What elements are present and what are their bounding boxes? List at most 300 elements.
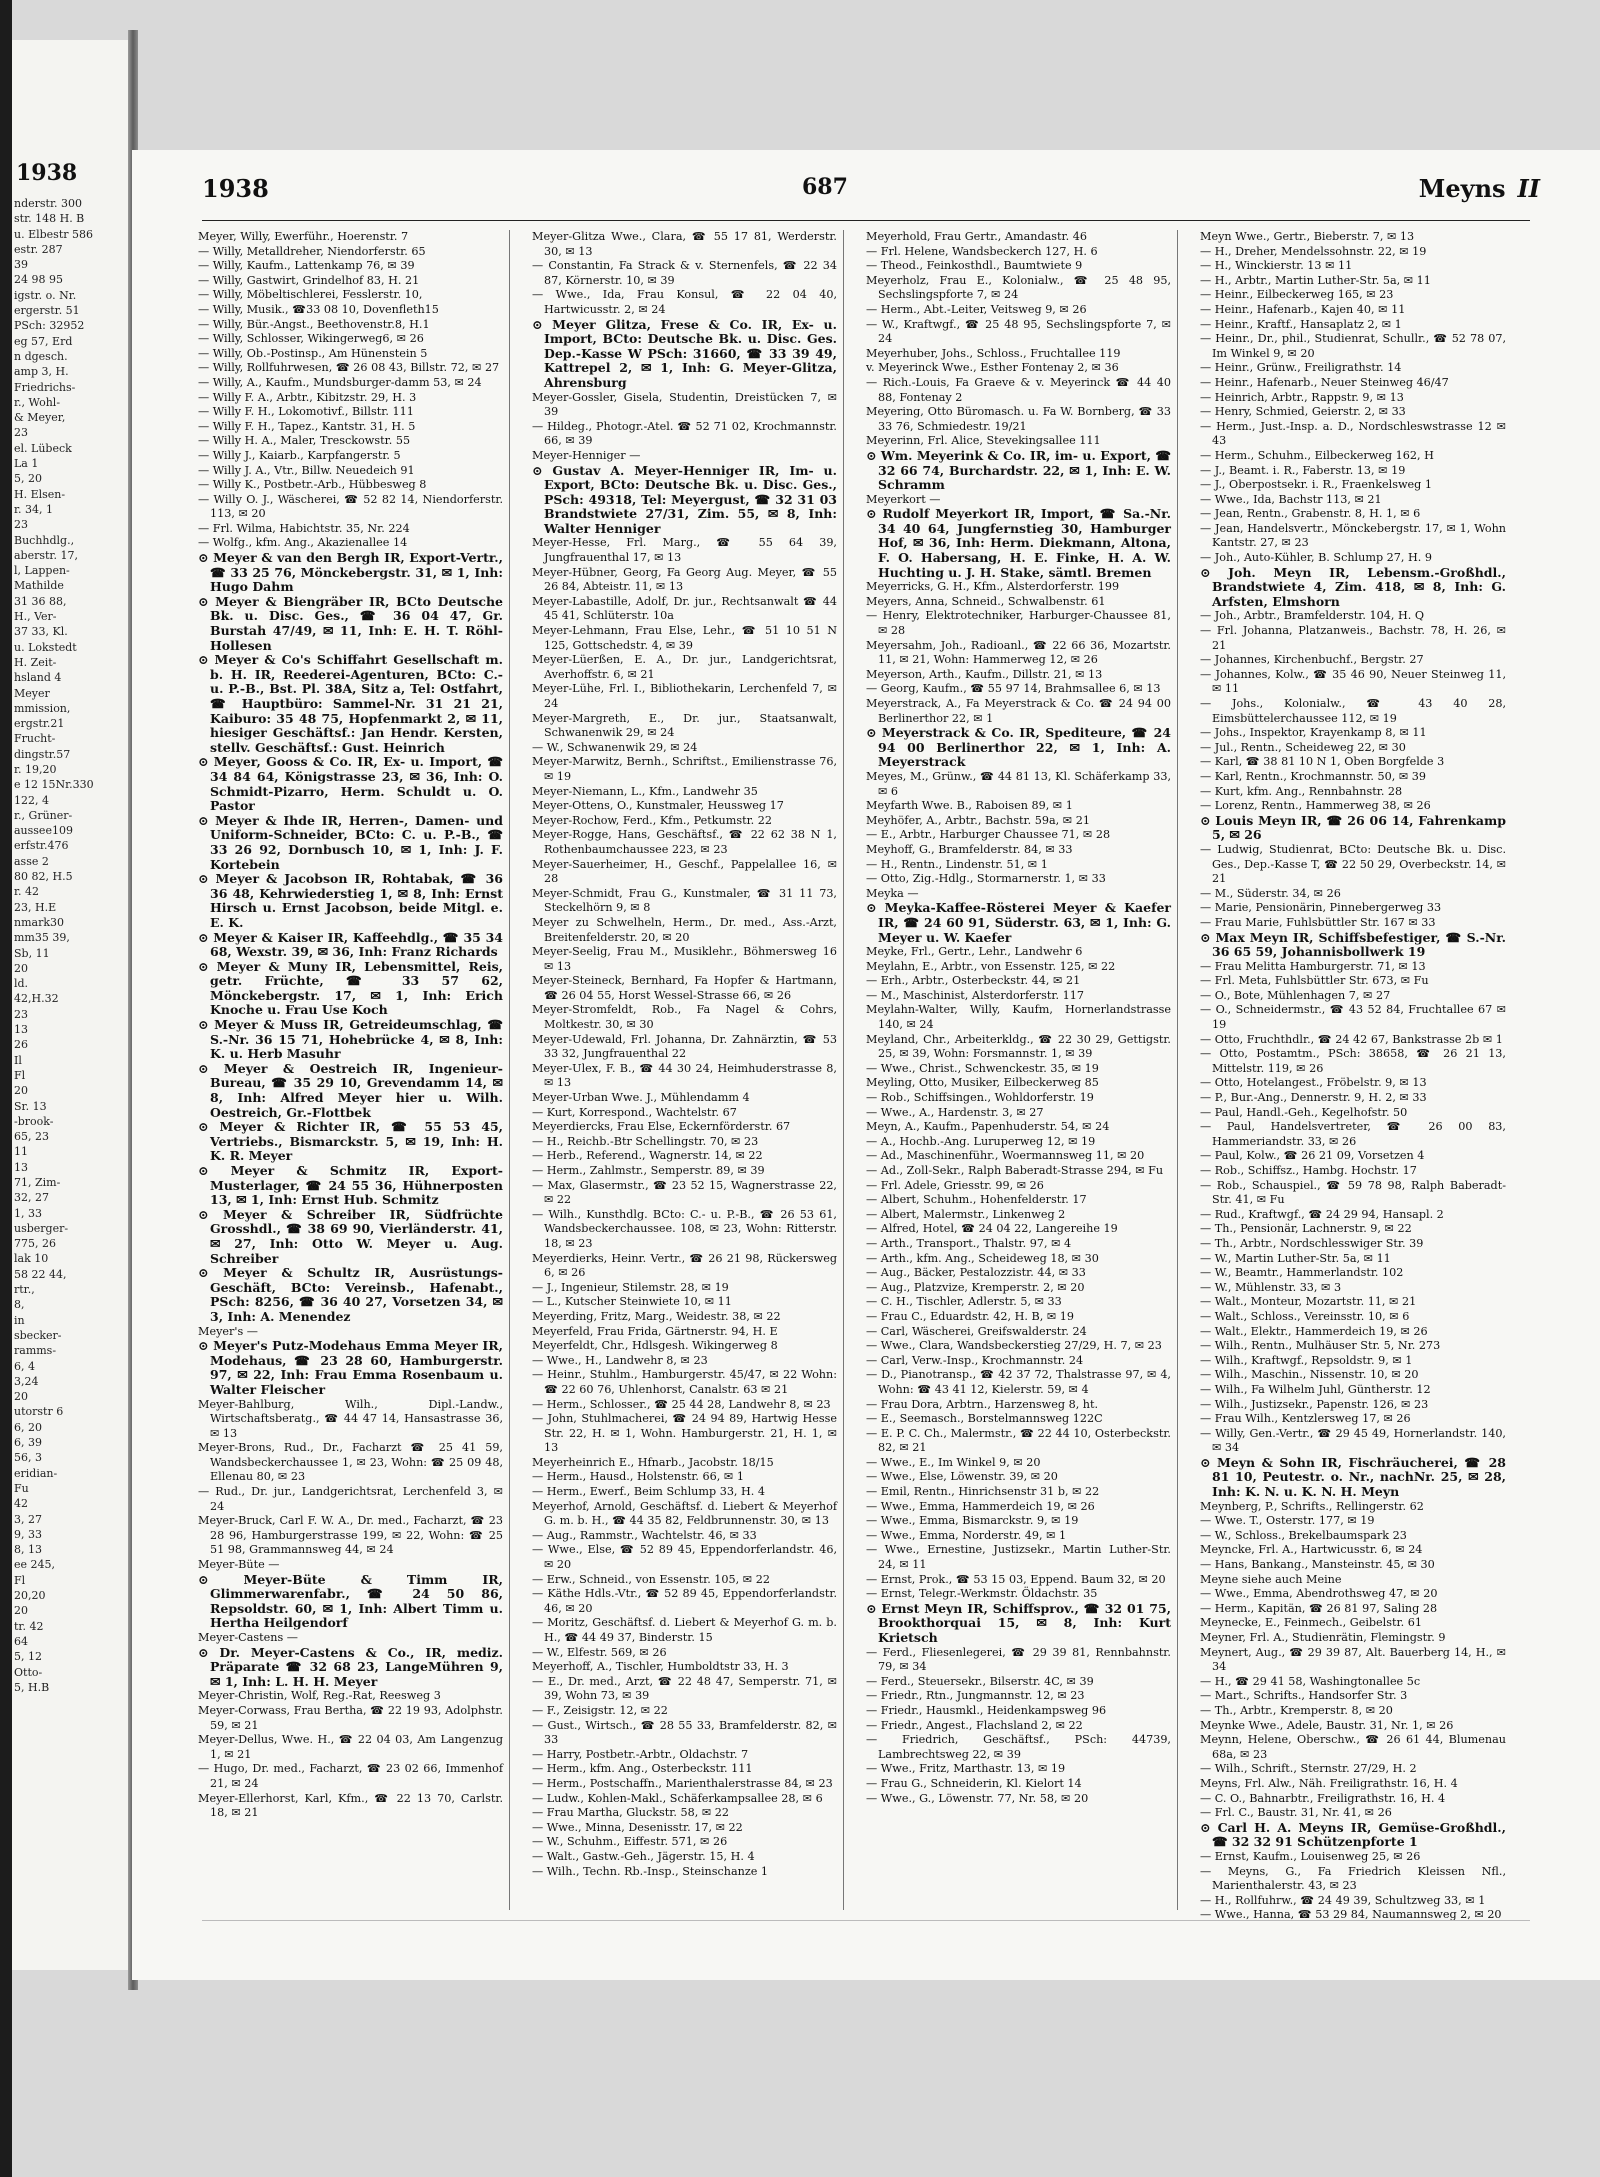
previous-page-fragment: Sb, 11 [14, 946, 50, 960]
directory-entry: — H., Winckierstr. 13 ✉ 11 [1200, 259, 1353, 273]
directory-page [132, 150, 1600, 1980]
directory-entry: Meyer-Glitza Wwe., Clara, ☎ 55 17 81, Werderstr. 30, ✉ 13 [532, 230, 837, 258]
directory-entry: — A., Hochb.-Ang. Luruperweg 12, ✉ 19 [866, 1134, 1096, 1148]
directory-entry: — Wwe., G., Löwenstr. 77, Nr. 58, ✉ 20 [866, 1791, 1089, 1805]
directory-entry: Meyhoff, G., Bramfelderstr. 84, ✉ 33 [866, 842, 1073, 856]
directory-entry: — Frl. Wilma, Habichtstr. 35, Nr. 224 [198, 521, 410, 535]
directory-entry: ⊙ Meyer & Richter IR, ☎ 55 53 45, Vertriebs., Bismarckstr. 5, ✉ 19, Inh: H. K. R. Meyer [198, 1119, 503, 1164]
directory-entry: Meylahn-Walter, Willy, Kaufm, Hornerlandstrasse 140, ✉ 24 [866, 1003, 1171, 1032]
directory-entry: Meyerdierks, Heinr. Vertr., ☎ 26 21 98, Rückersweg 6, ✉ 26 [532, 1251, 837, 1280]
previous-page-fragment: 39 [14, 258, 28, 272]
directory-entry: — Aug., Bäcker, Pestalozzistr. 44, ✉ 33 [866, 1266, 1086, 1280]
directory-entry: — Wilh., Rentn., Mulhäuser Str. 5, Nr. 273 [1200, 1339, 1441, 1353]
previous-page-fragment: 23 [14, 518, 28, 532]
previous-page-fragment: igstr. o. Nr. [14, 288, 77, 302]
column-1 [192, 230, 510, 1910]
previous-page-fragment: ld. [14, 977, 29, 991]
directory-entry: — Johs., Kolonialw., ☎ 43 40 28, Eimsbüttelerchaussee 112, ✉ 19 [1200, 697, 1506, 725]
previous-page-fragment: 9, 33 [14, 1527, 42, 1541]
directory-entry: — Hildeg., Photogr.-Atel. ☎ 52 71 02, Krochmannstr. 66, ✉ 39 [532, 419, 837, 448]
directory-entry: — Th., Arbtr., Kremperstr. 8, ✉ 20 [1200, 1703, 1393, 1717]
directory-entry: Meyer-Ottens, O., Kunstmaler, Heussweg 17 [532, 799, 784, 813]
directory-entry: — Joh., Arbtr., Bramfelderstr. 104, H. Q [1200, 609, 1424, 623]
previous-page-fragment: utorstr 6 [14, 1405, 64, 1419]
previous-page-fragment: 64 [14, 1634, 28, 1648]
directory-entry: Meyerstrack, A., Fa Meyerstrack & Co. ☎ 24 94 00 Berlinerthor 22, ✉ 1 [866, 697, 1171, 725]
previous-page-fragment: Frucht- [14, 732, 56, 746]
directory-entry: — Paul, Handl.-Geh., Kegelhofstr. 50 [1200, 1105, 1408, 1119]
directory-entry: Meyland, Chr., Arbeiterkldg., ☎ 22 30 29, Gettigstr. 25, ✉ 39, Wohn: Forsmannstr. 1, ✉ 39 [866, 1032, 1171, 1061]
previous-page-fragment: ergerstr. 51 [14, 304, 80, 318]
directory-entry: — Wwe., Christ., Schwenckestr. 35, ✉ 19 [866, 1061, 1099, 1075]
directory-entry: Meyer zu Schwelheln, Herm., Dr. med., Ass.-Arzt, Breitenfelderstr. 20, ✉ 20 [532, 915, 837, 944]
previous-page-fragment: Fu [14, 1481, 29, 1495]
directory-entry: — H., Dreher, Mendelssohnstr. 22, ✉ 19 [1200, 244, 1427, 258]
directory-entry: — Ludwig, Studienrat, BCto: Deutsche Bk. u. Disc. Ges., Dep.-Kasse T, ☎ 22 50 29, Overbeckstr. 14, ✉ 21 [1200, 842, 1506, 886]
directory-entry: — E., Arbtr., Harburger Chaussee 71, ✉ 28 [866, 828, 1111, 842]
directory-entry: Meyner, Frl. A., Studienrätin, Flemingstr. 9 [1200, 1631, 1446, 1644]
directory-entry: — M., Maschinist, Alsterdorferstr. 117 [866, 988, 1084, 1002]
directory-entry: Meyerhof, Arnold, Geschäftsf. d. Liebert & Meyerhof G. m. b. H., ☎ 44 35 82, Feldbrunnenstr. 30, ✉ 13 [532, 1499, 837, 1528]
previous-page-fragment: 3, 27 [14, 1512, 42, 1526]
directory-entry: — Wwe., Ida, Frau Konsul, ☎ 22 04 40, Hartwicusstr. 2, ✉ 24 [532, 288, 837, 316]
directory-entry: Meyer-Udewald, Frl. Johanna, Dr. Zahnärztin, ☎ 53 33 32, Jungfrauenthal 22 [532, 1032, 837, 1061]
directory-entry: — Johannes, Kirchenbuchf., Bergstr. 27 [1200, 653, 1424, 667]
directory-entry: — Herm., kfm. Ang., Osterbeckstr. 111 [532, 1762, 753, 1776]
directory-entry: — J., Ingenieur, Stilemstr. 28, ✉ 19 [532, 1280, 729, 1294]
directory-entry: — Rob., Schiffsz., Hambg. Hochstr. 17 [1200, 1164, 1417, 1177]
previous-page-fragment: l, Lappen- [14, 564, 70, 578]
previous-page-year: 1938 [16, 160, 78, 186]
directory-entry: ⊙ Meyn & Sohn IR, Fischräucherei, ☎ 28 81 10, Peutestr. o. Nr., nachNr. 25, ✉ 28, Inh: K. N. u. K. N. H. Meyn [1200, 1454, 1506, 1500]
directory-entry: — Aug., Rammstr., Wachtelstr. 46, ✉ 33 [532, 1528, 757, 1542]
directory-entry: ⊙ Meyerstrack & Co. IR, Spediteure, ☎ 24 94 00 Berlinerthor 22, ✉ 1, Inh: A. Meyerstrack [866, 725, 1171, 770]
previous-page-fragment: 6, 20 [14, 1420, 42, 1434]
previous-page-fragment: 20 [14, 1604, 28, 1618]
directory-entry: — Willy J. A., Vtr., Billw. Neuedeich 91 [198, 463, 415, 477]
directory-entry: — C. O., Bahnarbtr., Freiligrathstr. 16, H. 4 [1200, 1791, 1446, 1805]
directory-entry: — Hans, Bankang., Mansteinstr. 45, ✉ 30 [1200, 1558, 1435, 1572]
directory-entry: — Willy, Metalldreher, Niendorferstr. 65 [198, 244, 426, 258]
directory-entry: Meyerricks, G. H., Kfm., Alsterdorferstr. 199 [866, 580, 1120, 594]
directory-entry: Meyhöfer, A., Arbtr., Bachstr. 59a, ✉ 21 [866, 813, 1090, 827]
directory-entry: — Rob., Schiffsingen., Wohldorferstr. 19 [866, 1091, 1094, 1105]
directory-entry: — Ad., Maschinenführ., Woermannsweg 11, ✉ 20 [866, 1149, 1145, 1163]
previous-page-fragments [12, 196, 130, 1695]
column-4 [1194, 230, 1512, 1922]
directory-entry: ⊙ Meyer & Jacobson IR, Rohtabak, ☎ 36 36 48, Kehrwiederstieg 1, ✉ 8, Inh: Ernst Hirsch u. Ernst Jacobson, beide Mitgl. e. E. K. [198, 871, 503, 930]
previous-page-fragment: 42 [14, 1497, 28, 1511]
directory-entry: — Max, Glasermstr., ☎ 23 52 15, Wagnerstrasse 22, ✉ 22 [532, 1178, 837, 1207]
previous-page-fragment: eridian- [14, 1466, 58, 1480]
directory-entry: — H., ☎ 29 41 58, Washingtonallee 5c [1200, 1674, 1421, 1688]
previous-page-fragment: hsland 4 [14, 671, 62, 685]
directory-entry: — Meyns, G., Fa Friedrich Kleissen Nfl., Marienthalerstr. 43, ✉ 23 [1200, 1864, 1506, 1893]
directory-entry: — Erh., Arbtr., Osterbeckstr. 44, ✉ 21 [866, 974, 1081, 988]
directory-entry: — Wilh., Kunsthdlg. BCto: C.- u. P.-B., ☎ 26 53 61, Wandsbeckerchaussee. 108, ✉ 23, Wohn: Ritterstr. 18, ✉ 23 [532, 1207, 837, 1250]
header-name-range [1419, 174, 1540, 203]
directory-entry: Meyns, Frl. Alw., Näh. Freiligrathstr. 16, H. 4 [1200, 1776, 1458, 1790]
directory-entry: — Walt., Monteur, Mozartstr. 11, ✉ 21 [1200, 1295, 1417, 1309]
directory-entry: ⊙ Ernst Meyn IR, Schiffsprov., ☎ 32 01 75, Brookthorquai 15, ✉ 8, Inh: Kurt Krietsch [866, 1600, 1171, 1645]
directory-entry: ⊙ Meyer & Muss IR, Getreideumschlag, ☎ S.-Nr. 36 15 71, Hohebrücke 4, ✉ 8, Inh: K. u. Herb Masuhr [198, 1017, 503, 1062]
previous-page-fragment: -brook- [14, 1114, 54, 1128]
directory-entry: Meyer-Steineck, Bernhard, Fa Hopfer & Hartmann, ☎ 26 04 55, Horst Wessel-Strasse 66, ✉ 26 [532, 974, 837, 1002]
directory-entry: — Arth., kfm. Ang., Scheideweg 18, ✉ 30 [866, 1251, 1099, 1265]
directory-entry: — Emil, Rentn., Hinrichsenstr 31 b, ✉ 22 [866, 1485, 1100, 1499]
previous-page-fragment: Otto- [14, 1665, 43, 1679]
previous-page-fragment: r. 34, 1 [14, 502, 54, 516]
directory-entry: — Ernst, Telegr.-Werkmstr. Öldachstr. 35 [866, 1587, 1098, 1601]
directory-entry: — Herm., Schuhm., Eilbeckerweg 162, H [1200, 448, 1434, 462]
directory-entry: Meyer-Stromfeldt, Rob., Fa Nagel & Cohrs, Moltkestr. 30, ✉ 30 [532, 1003, 837, 1032]
directory-entry: — Wwe., Clara, Wandsbeckerstieg 27/29, H. 7, ✉ 23 [866, 1339, 1162, 1353]
directory-entry: Meyer-Hübner, Georg, Fa Georg Aug. Meyer, ☎ 55 26 84, Abteistr. 11, ✉ 13 [532, 565, 837, 594]
directory-entry: Meyer-Labastille, Adolf, Dr. jur., Rechtsanwalt ☎ 44 45 41, Schlüterstr. 10a [532, 594, 837, 623]
directory-entry: Meynke Wwe., Adele, Baustr. 31, Nr. 1, ✉ 26 [1200, 1718, 1454, 1732]
previous-page-fragment: H., Ver- [14, 610, 57, 624]
previous-page-fragment: nmark30 [14, 915, 64, 929]
previous-page-fragment: 24 98 95 [14, 273, 63, 287]
directory-entry: — Heinr., Stuhlm., Hamburgerstr. 45/47, ✉ 22 Wohn: ☎ 22 60 76, Uhlenhorst, Canalstr. 63 ✉ 21 [532, 1368, 837, 1396]
directory-entry: Meyer, Willy, Ewerführ., Hoerenstr. 7 [198, 230, 409, 243]
previous-page-fragment: 5, H.B [14, 1680, 50, 1694]
previous-page-fragment: in [14, 1313, 25, 1327]
directory-entry: — Constantin, Fa Strack & v. Sternenfels, ☎ 22 34 87, Körnerstr. 10, ✉ 39 [532, 259, 837, 287]
directory-entry: — Willy, Gastwirt, Grindelhof 83, H. 21 [198, 273, 420, 287]
directory-entry: — H., Reichb.-Btr Schellingstr. 70, ✉ 23 [532, 1134, 759, 1148]
directory-entry: Meynecke, E., Feinmech., Geibelstr. 61 [1200, 1616, 1422, 1630]
directory-entry: — Heinr., Dr., phil., Studienrat, Schullr., ☎ 52 78 07, Im Winkel 9, ✉ 20 [1200, 332, 1506, 360]
directory-entry: — F., Zeisigstr. 12, ✉ 22 [532, 1703, 668, 1717]
previous-page-fragment: 11 [14, 1145, 28, 1159]
directory-entry: Meyer-Hesse, Frl. Marg., ☎ 55 64 39, Jungfrauenthal 17, ✉ 13 [532, 536, 837, 565]
column-3 [860, 230, 1178, 1910]
directory-entry: ⊙ Gustav A. Meyer-Henniger IR, Im- u. Export, BCto: Deutsche Bk. u. Disc. Ges., PSch: 49318, Tel: Meyergust, ☎ 32 31 03 Brandstwiete 27/31, Zim. 55, ✉ 8, Inh: Walter Henniger [532, 462, 837, 536]
directory-entry: ⊙ Meyer & Muny IR, Lebensmittel, Reis, getr. Früchte, ☎ 33 57 62, Mönckebergstr. 17, ✉ 1, Inh: Erich Knoche u. Frau Use Koch [198, 958, 503, 1018]
directory-entry: — J., Beamt. i. R., Faberstr. 13, ✉ 19 [1200, 463, 1406, 477]
directory-entry: — E., Seemasch., Borstelmannsweg 122C [866, 1412, 1103, 1426]
previous-page-fragment: 65, 23 [14, 1130, 49, 1144]
previous-page-fragment: erfstr.476 [14, 839, 69, 853]
previous-page-fragment: Fl [14, 1068, 26, 1082]
book-gutter [0, 0, 12, 2177]
previous-page-fragment: 775, 26 [14, 1237, 56, 1251]
previous-page-fragment: Buchhdlg., [14, 533, 75, 547]
directory-entry: Meyer-Lüerßen, E. A., Dr. jur., Landgerichtsrat, Averhoffstr. 6, ✉ 21 [532, 653, 837, 681]
directory-entry: — Ferd., Steuersekr., Bilserstr. 4C, ✉ 39 [866, 1674, 1094, 1688]
directory-entry: Meyke, Frl., Gertr., Lehr., Landwehr 6 [866, 945, 1083, 959]
directory-entry: Meyerhuber, Johs., Schloss., Fruchtallee 119 [866, 346, 1121, 360]
previous-page-fragment: usberger- [14, 1221, 69, 1235]
directory-entry: — Wwe., Ida, Bachstr 113, ✉ 21 [1200, 492, 1382, 506]
directory-entry: — Willy F. H., Tapez., Kantstr. 31, H. 5 [198, 419, 416, 433]
directory-entry: Meyer-Christin, Wolf, Reg.-Rat, Reesweg 3 [198, 1689, 441, 1703]
previous-page-fragment: 71, Zim- [14, 1176, 61, 1189]
previous-page-fragment: 13 [14, 1023, 28, 1037]
directory-entry: — W., Schloss., Brekelbaumspark 23 [1200, 1528, 1407, 1542]
header-page-number: 687 [802, 174, 848, 200]
directory-entry: Meyer-Dellus, Wwe. H., ☎ 22 04 03, Am Langenzug 1, ✉ 21 [198, 1733, 503, 1761]
previous-page-fragment: rtr., [14, 1283, 35, 1297]
directory-entry: — Moritz, Geschäftsf. d. Liebert & Meyerhof G. m. b. H., ☎ 44 49 37, Binderstr. 15 [532, 1616, 837, 1644]
previous-page-fragment: Il [14, 1053, 22, 1067]
previous-page-fragment: nderstr. 300 [14, 197, 82, 210]
previous-page-fragment: lak 10 [14, 1252, 49, 1266]
previous-page-fragment: mmission, [14, 701, 71, 715]
directory-entry: Meyerson, Arth., Kaufm., Dillstr. 21, ✉ 13 [866, 667, 1103, 681]
directory-entry: — Rud., Dr. jur., Landgerichtsrat, Lerchenfeld 3, ✉ 24 [198, 1485, 503, 1513]
directory-entry: ⊙ Meyer's Putz-Modehaus Emma Meyer IR, Modehaus, ☎ 23 28 60, Hamburgerstr. 97, ✉ 22, Inh: Frau Emma Rosenbaum u. Walter Fleischer [198, 1338, 503, 1397]
previous-page-fragment: ramms- [14, 1344, 57, 1358]
directory-entry: — Ferd., Fliesenlegerei, ☎ 29 39 81, Rennbahnstr. 79, ✉ 34 [866, 1645, 1171, 1674]
previous-page-fragment: 58 22 44, [14, 1267, 67, 1281]
previous-page-fragment: 13 [14, 1160, 28, 1174]
previous-page-fragment: Meyer [14, 686, 50, 700]
directory-entry: — Herm., Ewerf., Beim Schlump 33, H. 4 [532, 1485, 766, 1499]
directory-entry: — Wilh., Fa Wilhelm Juhl, Güntherstr. 12 [1200, 1382, 1431, 1396]
directory-entry: — Wwe., Emma, Hammerdeich 19, ✉ 26 [866, 1499, 1095, 1513]
previous-page-fragment: 122, 4 [14, 793, 49, 807]
directory-entry: Meyer-Brons, Rud., Dr., Facharzt ☎ 25 41 59, Wandsbeckerchaussee 1, ✉ 23, Wohn: ☎ 25 09 48, Ellenau 80, ✉ 23 [198, 1441, 503, 1484]
footer-rule [202, 1920, 1530, 1921]
directory-entry: Meyes, M., Grünw., ☎ 44 81 13, Kl. Schäferkamp 33, ✉ 6 [866, 769, 1171, 798]
directory-entry: — Frau Melitta Hamburgerstr. 71, ✉ 13 [1200, 959, 1426, 973]
directory-entry: — Wwe., Else, ☎ 52 89 45, Eppendorferlandstr. 46, ✉ 20 [532, 1543, 837, 1572]
directory-entry: — Herb., Referend., Wagnerstr. 14, ✉ 22 [532, 1149, 763, 1163]
directory-entry: ⊙ Joh. Meyn IR, Lebensm.-Großhdl., Brandstwiete 4, Zim. 418, ✉ 8, Inh: G. Arfsten, Elmshorn [1200, 564, 1506, 609]
previous-page-fragment: u. Lokstedt [14, 640, 77, 654]
directory-entry: — Ernst, Prok., ☎ 53 15 03, Eppend. Baum 32, ✉ 20 [866, 1572, 1166, 1586]
directory-entry: — W., Martin Luther-Str. 5a, ✉ 11 [1200, 1251, 1391, 1265]
directory-entry: — Frau Martha, Gluckstr. 58, ✉ 22 [532, 1806, 729, 1820]
directory-entry: Meyerheinrich E., Hfnarb., Jacobstr. 18/15 [532, 1455, 774, 1469]
directory-entry: Meyer-Urban Wwe. J., Mühlendamm 4 [532, 1091, 750, 1105]
directory-entry: Meynn, Helene, Oberschw., ☎ 26 61 44, Blumenau 68a, ✉ 23 [1200, 1733, 1506, 1761]
previous-page-fragment: mm35 39, [14, 931, 70, 945]
directory-entry: — Mart., Schrifts., Handsorfer Str. 3 [1200, 1689, 1408, 1703]
directory-entry: Meylahn, E., Arbtr., von Essenstr. 125, ✉ 22 [866, 959, 1116, 973]
directory-entry: Meyer-Seelig, Frau M., Musiklehr., Böhmersweg 16 ✉ 13 [532, 945, 837, 973]
directory-entry: — Ludw., Kohlen-Makl., Schäferkampsallee 28, ✉ 6 [532, 1791, 823, 1805]
directory-entry: Meyerhoff, A., Tischler, Humboldtstr 33, H. 3 [532, 1660, 789, 1674]
directory-entry: Meyerkort — [866, 492, 941, 506]
directory-entry: Meyer-Rogge, Hans, Geschäftsf., ☎ 22 62 38 N 1, Rothenbaumchaussee 223, ✉ 23 [532, 828, 837, 856]
directory-entry: — Friedrich, Geschäftsf., PSch: 44739, Lambrechtsweg 22, ✉ 39 [866, 1733, 1171, 1761]
directory-entry: ⊙ Carl H. A. Meyns IR, Gemüse-Großhdl., ☎ 32 32 91 Schützenpforte 1 [1200, 1819, 1506, 1850]
directory-entry: — Herm., Just.-Insp. a. D., Nordschleswstrasse 12 ✉ 43 [1200, 419, 1506, 448]
directory-entry: — Theod., Feinkosthdl., Baumtwiete 9 [866, 259, 1083, 273]
directory-entry: — Herm., Schlosser., ☎ 25 44 28, Landwehr 8, ✉ 23 [532, 1397, 831, 1411]
previous-page-fragment: H. Zeit- [14, 655, 57, 669]
previous-page-fragment: ergstr.21 [14, 717, 65, 731]
directory-entry: — Willy, Musik., ☎33 08 10, Dovenfleth15 [198, 302, 439, 316]
directory-entry: — Frl. Adele, Griesstr. 99, ✉ 26 [866, 1178, 1044, 1192]
directory-entry: Meyerhold, Frau Gertr., Amandastr. 46 [866, 230, 1087, 243]
previous-page-fragment: 80 82, H.5 [14, 870, 73, 884]
previous-page-fragment: 20,20 [14, 1589, 46, 1603]
directory-entry: — H., Rollfuhrw., ☎ 24 49 39, Schultzweg 33, ✉ 1 [1200, 1893, 1486, 1907]
directory-entry: Meyer-Henniger — [532, 448, 641, 462]
previous-page-fragment: 8, [14, 1298, 25, 1312]
previous-page-fragment: Fl [14, 1573, 26, 1587]
directory-entry: ⊙ Meyer & van den Bergh IR, Export-Vertr., ☎ 33 25 76, Mönckebergstr. 31, ✉ 1, Inh: Hugo Dahm [198, 550, 503, 595]
directory-entry: — Albert, Schuhm., Hohenfelderstr. 17 [866, 1193, 1087, 1207]
directory-entry: Meyer-Margreth, E., Dr. jur., Staatsanwalt, Schwanenwik 29, ✉ 24 [532, 711, 837, 740]
directory-entry: — Friedr., Rtn., Jungmannstr. 12, ✉ 23 [866, 1689, 1085, 1703]
directory-entry: — Frl. Johanna, Platzanweis., Bachstr. 78, H. 26, ✉ 21 [1200, 624, 1506, 652]
directory-entry: — Frau Wilh., Kentzlersweg 17, ✉ 26 [1200, 1412, 1411, 1426]
directory-entry: ⊙ Rudolf Meyerkort IR, Import, ☎ Sa.-Nr. 34 40 64, Jungfernstieg 30, Hamburger Hof, ✉ 36, Inh: Herm. Diekmann, Altona, F. O. Habersang, H. E. Finke, H. A. W. Huchting u. J. H. Stake, sämtl. Bremen [866, 506, 1171, 580]
previous-page-fragment: Sr. 13 [14, 1099, 47, 1113]
directory-entry: — Kurt, kfm. Ang., Rennbahnstr. 28 [1200, 784, 1403, 798]
directory-entry: Meyer-Ellerhorst, Karl, Kfm., ☎ 22 13 70, Carlstr. 18, ✉ 21 [198, 1791, 503, 1820]
directory-entry: Meyling, Otto, Musiker, Eilbeckerweg 85 [866, 1076, 1099, 1090]
directory-entry: — Friedr., Hausmkl., Heidenkampsweg 96 [866, 1703, 1107, 1717]
directory-entry: v. Meyerinck Wwe., Esther Fontenay 2, ✉ 36 [866, 361, 1119, 375]
directory-entry: — Paul, Kolw., ☎ 26 21 09, Vorsetzen 4 [1200, 1149, 1425, 1163]
directory-entry: — Alfred, Hotel, ☎ 24 04 22, Langereihe 19 [866, 1222, 1118, 1236]
previous-page-fragment: 8, 13 [14, 1543, 42, 1557]
directory-entry: Meyer-Corwass, Frau Bertha, ☎ 22 19 93, Adolphstr. 59, ✉ 21 [198, 1703, 503, 1732]
previous-page-fragment: 32, 27 [14, 1191, 49, 1205]
previous-page-fragment: 3,24 [14, 1374, 39, 1388]
directory-entry: — Wwe., Fritz, Marthastr. 13, ✉ 19 [866, 1762, 1066, 1776]
directory-entry: Meyer-Niemann, L., Kfm., Landwehr 35 [532, 784, 758, 798]
directory-entry: — Heinr., Grünw., Freiligrathstr. 14 [1200, 361, 1402, 375]
directory-entry: — Kurt, Korrespond., Wachtelstr. 67 [532, 1105, 737, 1119]
directory-entry: — Wilh., Schrift., Sternstr. 27/29, H. 2 [1200, 1762, 1417, 1776]
directory-entry: — W., Beamtr., Hammerlandstr. 102 [1200, 1266, 1404, 1280]
previous-page-fragment: 6, 4 [14, 1359, 35, 1373]
previous-page-fragment: ee 245, [14, 1558, 56, 1572]
directory-entry: Meyer-Ulex, F. B., ☎ 44 30 24, Heimhuderstrasse 8, ✉ 13 [532, 1061, 837, 1090]
directory-entry: — Albert, Malermstr., Linkenweg 2 [866, 1207, 1066, 1221]
directory-entry: — Erw., Schneid., von Essenstr. 105, ✉ 22 [532, 1572, 770, 1586]
directory-entry: Meynberg, P., Schrifts., Rellingerstr. 62 [1200, 1499, 1424, 1513]
directory-entry: Meyersahm, Joh., Radioanl., ☎ 22 66 36, Mozartstr. 11, ✉ 21, Wohn: Hammerweg 12, ✉ 26 [866, 638, 1171, 667]
directory-entry: Meyer-Rochow, Ferd., Kfm., Petkumstr. 22 [532, 813, 773, 827]
directory-entry: — Jean, Handelsvertr., Mönckebergstr. 17, ✉ 1, Wohn Kantstr. 27, ✉ 23 [1200, 521, 1506, 550]
directory-entry: — Heinr., Kraftf., Hansaplatz 2, ✉ 1 [1200, 317, 1402, 331]
previous-page-fragment: dingstr.57 [14, 747, 71, 761]
directory-entry: — M., Süderstr. 34, ✉ 26 [1200, 886, 1341, 900]
directory-entry: Meyer-Marwitz, Bernh., Schriftst., Emilienstrasse 76, ✉ 19 [532, 755, 837, 783]
previous-page-fragment: asse 2 [14, 854, 49, 868]
directory-entry: — C. H., Tischler, Adlerstr. 5, ✉ 33 [866, 1295, 1062, 1309]
directory-entry: — Walt., Schloss., Vereinsstr. 10, ✉ 6 [1200, 1309, 1410, 1323]
directory-entry: — W., Schwanenwik 29, ✉ 24 [532, 740, 698, 754]
directory-entry: — E. P. C. Ch., Malermstr., ☎ 22 44 10, Osterbeckstr. 82, ✉ 21 [866, 1426, 1171, 1455]
directory-entry: ⊙ Louis Meyn IR, ☎ 26 06 14, Fahrenkamp 5, ✉ 26 [1200, 812, 1506, 843]
directory-entry: — John, Stuhlmacherei, ☎ 24 94 89, Hartwig Hesse Str. 22, H. ✉ 1, Wohn. Hamburgerstr. 21, H. 1, ✉ 13 [532, 1412, 837, 1455]
directory-entry: — Georg, Kaufm., ☎ 55 97 14, Brahmsallee 6, ✉ 13 [866, 682, 1161, 696]
directory-entry: — Willy, Schlosser, Wikingerweg6, ✉ 26 [198, 332, 424, 346]
directory-entry: Meyerfeld, Frau Frida, Gärtnerstr. 94, H. E [532, 1324, 778, 1338]
directory-entry: — Willy, Möbeltischlerei, Fesslerstr. 10, [198, 288, 423, 302]
previous-page-fragment: eg 57, Erd [14, 334, 73, 348]
directory-entry: — Carl, Wäscherei, Greifswalderstr. 24 [866, 1324, 1087, 1338]
directory-columns [192, 230, 1522, 1922]
directory-entry: Meyer-Büte — [198, 1558, 280, 1572]
directory-entry: — D., Pianotransp., ☎ 42 37 72, Thalstrasse 97, ✉ 4, Wohn: ☎ 43 41 12, Kielerstr. 59, ✉ 4 [866, 1368, 1171, 1396]
directory-entry: Meyne siehe auch Meine [1200, 1572, 1342, 1586]
directory-entry: — Rud., Kraftwgf., ☎ 24 29 94, Hansapl. 2 [1200, 1207, 1444, 1221]
directory-entry: — Willy, Ob.-Postinsp., Am Hünenstein 5 [198, 346, 428, 360]
directory-entry: ⊙ Meyer & Kaiser IR, Kaffeehdlg., ☎ 35 34 68, Wexstr. 39, ✉ 36, Inh: Franz Richards [198, 929, 503, 960]
directory-entry: — Frl. Helene, Wandsbeckerch 127, H. 6 [866, 244, 1098, 258]
previous-page-fragment: r. 42 [14, 885, 40, 899]
previous-page-fragment: 56, 3 [14, 1451, 42, 1465]
directory-entry: — Otto, Fruchthdlr., ☎ 24 42 67, Bankstrasse 2b ✉ 1 [1200, 1032, 1503, 1046]
directory-entry: Meyfarth Wwe. B., Raboisen 89, ✉ 1 [866, 799, 1073, 813]
directory-entry: — L., Kutscher Steinwiete 10, ✉ 11 [532, 1295, 732, 1309]
directory-entry: — Käthe Hdls.-Vtr., ☎ 52 89 45, Eppendorferlandstr. 46, ✉ 20 [532, 1587, 837, 1615]
directory-entry: — Karl, Rentn., Krochmannstr. 50, ✉ 39 [1200, 769, 1427, 783]
column-2 [526, 230, 844, 1910]
previous-page-fragment: r., Grüner- [14, 808, 73, 822]
directory-entry: — Wwe., Minna, Desenisstr. 17, ✉ 22 [532, 1820, 743, 1834]
directory-entry: ⊙ Meyer & Schultz IR, Ausrüstungs-Geschäft, BCto: Vereinsb., Hafenabt., PSch: 8256, ☎ 36 40 27, Vorsetzen 34, ✉ 3, Inh: A. Menendez [198, 1265, 503, 1324]
previous-page-fragment: 26 [14, 1038, 28, 1052]
directory-entry: — Frl. C., Baustr. 31, Nr. 41, ✉ 26 [1200, 1806, 1392, 1820]
previous-page-fragment: 5, 12 [14, 1650, 42, 1664]
directory-entry: — Wwe. T., Osterstr. 177, ✉ 19 [1200, 1514, 1375, 1528]
directory-entry: — O., Bote, Mühlenhagen 7, ✉ 27 [1200, 988, 1391, 1002]
directory-entry: Meyering, Otto Büromasch. u. Fa W. Bornberg, ☎ 33 33 76, Schmiedestr. 19/21 [866, 405, 1171, 433]
previous-page-fragment: u. Elbestr 586 [14, 227, 93, 241]
directory-entry: — P., Bur.-Ang., Dennerstr. 9, H. 2, ✉ 33 [1200, 1091, 1427, 1105]
directory-entry: — Frl. Meta, Fuhlsbüttler Str. 673, ✉ Fu [1200, 974, 1429, 988]
previous-page-fragment: r., Wohl- [14, 395, 61, 409]
directory-entry: — Wilh., Kraftwgf., Repsoldstr. 9, ✉ 1 [1200, 1353, 1413, 1367]
previous-page-fragment: Mathilde [14, 579, 64, 593]
directory-entry: ⊙ Meyer, Gooss & Co. IR, Ex- u. Import, ☎ 34 84 64, Königstrasse 23, ✉ 36, Inh: O. Schmidt-Pizarro, Herm. Schuldt u. O. Pastor [198, 754, 503, 814]
directory-entry: — Willy, Bür.-Angst., Beethovenstr.8, H.1 [198, 317, 430, 331]
previous-page-fragment: sbecker- [14, 1328, 62, 1342]
directory-entry: — Wilh., Maschin., Nissenstr. 10, ✉ 20 [1200, 1368, 1419, 1382]
directory-entry: — Rob., Schauspiel., ☎ 59 78 98, Ralph Baberadt-Str. 41, ✉ Fu [1200, 1178, 1506, 1207]
directory-entry: — Arth., Transport., Thalstr. 97, ✉ 4 [866, 1236, 1072, 1250]
directory-entry: — Willy O. J., Wäscherei, ☎ 52 82 14, Niendorferstr. 113, ✉ 20 [198, 492, 503, 521]
previous-page-fragment: PSch: 32952 [14, 319, 85, 333]
directory-entry: — Herm., Hausd., Holstenstr. 66, ✉ 1 [532, 1470, 744, 1484]
directory-entry: — Herm., Abt.-Leiter, Veitsweg 9, ✉ 26 [866, 302, 1087, 316]
directory-entry: — Paul, Handelsvertreter, ☎ 26 00 83, Hammeriandstr. 33, ✉ 26 [1200, 1120, 1506, 1148]
directory-entry: — Johannes, Kolw., ☎ 35 46 90, Neuer Steinweg 11, ✉ 11 [1200, 667, 1506, 696]
header-range-name: Meyns [1418, 174, 1506, 203]
directory-entry: — Wilh., Techn. Rb.-Insp., Steinschanze 1 [532, 1864, 769, 1878]
previous-page-fragment: aberstr. 17, [14, 548, 78, 562]
directory-entry: Meyer-Bahlburg, Wilh., Dipl.-Landw., Wirtschaftsberatg., ☎ 44 47 14, Hansastrasse 36, ✉ 13 [198, 1397, 503, 1440]
previous-page-fragment: 23 [14, 426, 28, 440]
directory-entry: Meyn Wwe., Gertr., Bieberstr. 7, ✉ 13 [1200, 230, 1415, 243]
directory-entry: — Willy, A., Kaufm., Mundsburger-damm 53, ✉ 24 [198, 375, 482, 389]
directory-entry: — Willy F. A., Arbtr., Kibitzstr. 29, H. 3 [198, 390, 417, 404]
directory-entry: Meyer-Lehmann, Frau Else, Lehr., ☎ 51 10 51 N 125, Gottschedstr. 4, ✉ 39 [532, 624, 837, 652]
directory-entry: — Wwe., E., Im Winkel 9, ✉ 20 [866, 1455, 1041, 1469]
directory-entry: — Rich.-Louis, Fa Graeve & v. Meyerinck ☎ 44 40 88, Fontenay 2 [866, 375, 1171, 404]
directory-entry: — Wwe., A., Hardenstr. 3, ✉ 27 [866, 1105, 1044, 1119]
directory-entry: — Walt., Elektr., Hammerdeich 19, ✉ 26 [1200, 1324, 1428, 1338]
previous-page-fragment: amp 3, H. [14, 365, 69, 379]
directory-entry: — Wwe., Emma, Abendrothsweg 47, ✉ 20 [1200, 1587, 1438, 1601]
directory-entry: — Th., Arbtr., Nordschlesswiger Str. 39 [1200, 1236, 1424, 1250]
directory-entry: — Otto, Hotelangest., Fröbelstr. 9, ✉ 13 [1200, 1076, 1427, 1090]
previous-page-fragment: 5, 20 [14, 472, 42, 486]
directory-entry: Meyer-Castens — [198, 1631, 298, 1644]
directory-entry: — Gust., Wirtsch., ☎ 28 55 33, Bramfelderstr. 82, ✉ 33 [532, 1718, 837, 1747]
